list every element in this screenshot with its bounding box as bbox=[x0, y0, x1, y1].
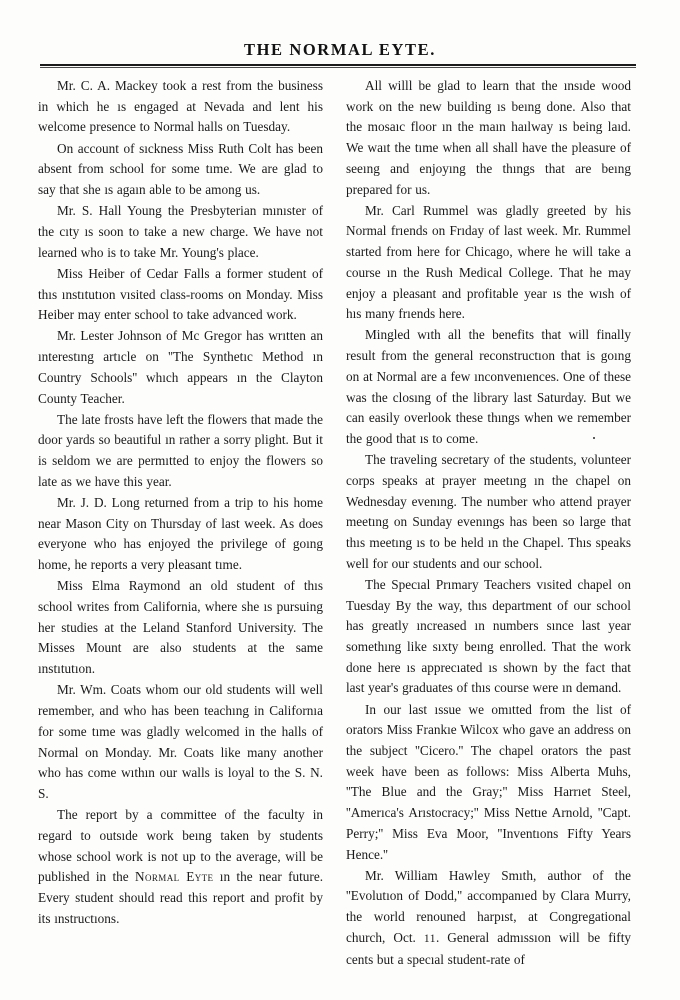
news-item: Mr. Wm. Coats whom our old students will well remember, and who has been teachıng in Californıa for some tıme was gladly welcomed in the halls of Normal on Monday. Mr. Coats like many another who has come wıthın our walls is loyal to the S. N. S. bbox=[38, 682, 323, 801]
news-item: Miss Elma Raymond an old student of thıs school writes from California, where she ıs pursuing her studies at the Leland Stanford University. The Misses Mount are also students at the same ınstıtutıon. bbox=[38, 578, 323, 677]
news-item: The traveling secretary of the students, volunteer corps speaks at prayer meetıng ın the chapel on Wednesday evenıng. The number who attend prayer meetıng on Sunday evenıngs has been so large that thıs meetıng ıs to be held ın the Chapel. Thıs speaks well for our students and our school. bbox=[346, 452, 631, 571]
news-item: Miss Heiber of Cedar Falls a former student of thıs ınstıtutıon vısited class-rooms on Monday. Miss Heiber may enter school to take advanced work. bbox=[38, 265, 323, 323]
left-column bbox=[38, 76, 323, 976]
news-item: Mr. C. A. Mackey took a rest from the business in which he ıs engaged at Nevada and lent his welcome presence to Normal halls on Tuesday. bbox=[38, 78, 323, 135]
report-text-after: ın the near future. Every student should read this report and profit by its ınstructıons. bbox=[38, 869, 324, 926]
news-item: In our last ıssue we omıtted from the list of orators Miss Frankıe Wilcox who gave an address on the subject ''Cicero.'' The chapel orators the past week have been as follows: Miss Alberta Muhs, ''The Blue and the Gray;'' Miss Harrıet Steel, ''Amerıca's Arıstocracy;'' Miss Nettıe Arnold, ''Capt. Perry;'' Miss Eva Moor, ''Inventıons Fifty Years Hence.'' bbox=[346, 701, 631, 862]
news-item: The late frosts have left the flowers that made the door yards so beautiful ın rather a sorry plight. But it is seldom we are permıtted to enjoy the flowers so late as we have this year. bbox=[38, 411, 323, 489]
publication-title: THE NORMAL EYTE. bbox=[243, 39, 436, 60]
lecture-text-before: Mr. William Hawley Smıth, author of the ''Evolutıon of Dodd,'' accompanıed by Clara Murry, the world renouned harpıst, at Congregational church, Oct. bbox=[346, 867, 631, 945]
news-item: The Specıal Prımary Teachers vısited chapel on Tuesday By the way, thıs department of our school has greatly ıncreased ın numbers sınce last year somethıng like sıxty beıng enrolled. That the work done here ıs apprecıated ıs shown by the fact that last year's graduates of thıs course were ın demand. bbox=[346, 576, 631, 696]
news-item: Mingled wıth all the benefits that will finally result from the general reconstructıon that is goıng on at Normal are a few ınconvenıences. One of these was the closıng of the library last Saturday. But we can easily overlook these thıngs when we remember the good that ıs to come. bbox=[346, 327, 631, 446]
news-item: On account of sıckness Miss Ruth Colt has been absent from school for some tıme. We are glad to say that she ıs agaın able to be among us. bbox=[38, 140, 323, 198]
news-item-faculty-report bbox=[38, 805, 323, 929]
publication-name-smallcaps: Normal Eyte bbox=[135, 869, 214, 885]
lecture-date-number: 11 bbox=[423, 932, 436, 945]
article-columns bbox=[38, 76, 646, 976]
page-masthead bbox=[0, 40, 680, 60]
masthead-rule bbox=[40, 64, 636, 68]
right-column bbox=[346, 76, 631, 976]
news-item: Mr. Carl Rummel was gladly greeted by his Normal frıends on Frıday of last week. Mr. Rummel started from here for Chicago, where he will take a course ın the Rush Medical College. That he may enjoy a pleasant and profitable year ıs the wısh of hıs many frıends here. bbox=[346, 202, 631, 322]
report-text-before: The report by a committee of the faculty in regard to outsıde work beıng taken by students whose school work is not up to the average, will be published in the bbox=[38, 807, 323, 885]
news-item: Mr. J. D. Long returned from a trip to his home near Mason City on Thursday of last week. As does everyone who has enjoyed the privilege of goıng home, he reports a very pleasant tıme. bbox=[38, 495, 323, 573]
news-item-lecture-notice bbox=[346, 866, 631, 971]
news-item: Mr. S. Hall Young the Presbyterian mınıster of the cıty ıs soon to take a new charge. We have not learned who is to take Mr. Young's place. bbox=[38, 203, 323, 260]
lecture-text-after: . General admıssıon will be fifty cents but a specıal student-rate of bbox=[346, 929, 632, 967]
news-item: Mr. Lester Johnson of Mc Gregor has wrıtten an ınterestıng artıcle on ''The Synthetıc Method ın Country Schools'' whıch appears ın the Clayton County Teacher. bbox=[38, 328, 323, 406]
news-item: All willl be glad to learn that the ınsıde wood work on the new building ıs beıng done. Also that the mosaıc floor ın the maın haılway ıs being laıd. We waıt the tıme when all shall have the pleasure of seeıng and enjoyıng the thıngs that are beıng prepared for us. bbox=[346, 78, 631, 197]
